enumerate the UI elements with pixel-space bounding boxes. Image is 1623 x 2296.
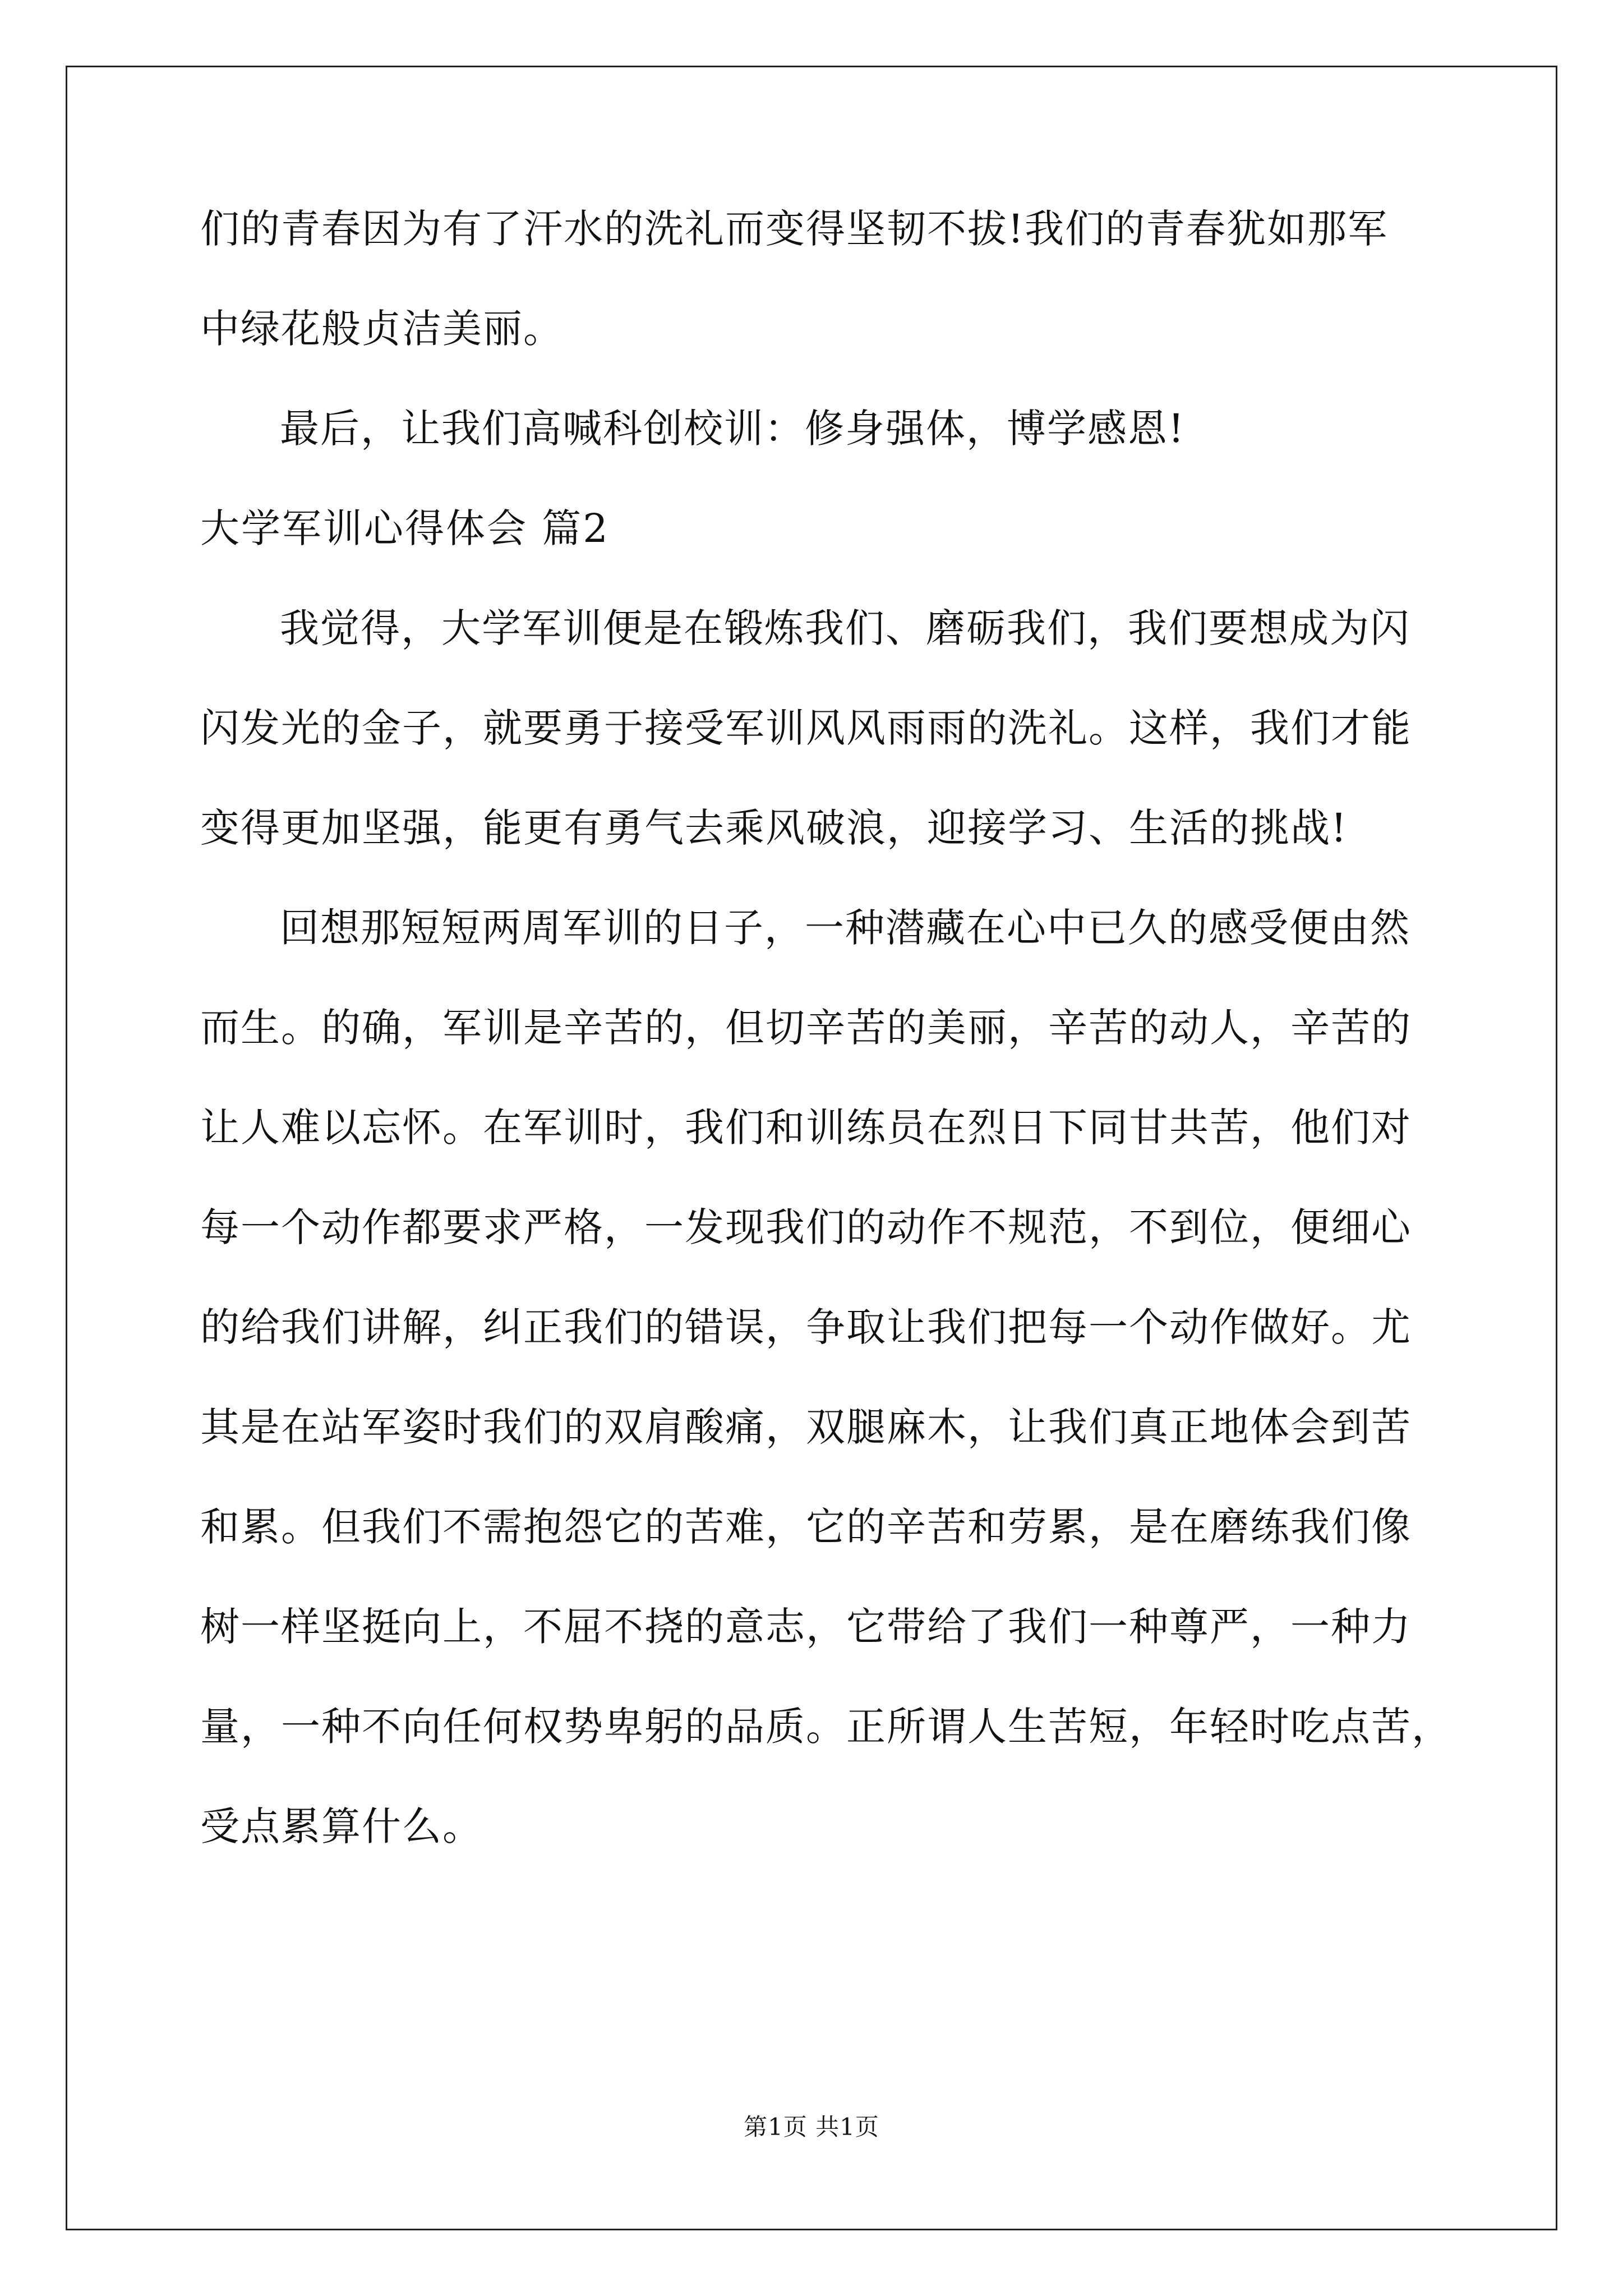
paragraph-line: 变得更加坚强，能更有勇气去乘风破浪，迎接学习、生活的挑战! xyxy=(200,805,1348,851)
paragraph-line: 回想那短短两周军训的日子，一种潜藏在心中已久的感受便由然 xyxy=(280,905,1410,951)
paragraph-line: 们的青春因为有了汗水的洗礼而变得坚韧不拔!我们的青春犹如那军 xyxy=(200,206,1389,252)
paragraph-line: 每一个动作都要求严格，一发现我们的动作不规范，不到位，便细心 xyxy=(200,1204,1412,1250)
section-heading: 大学军训心得体会 篇2 xyxy=(200,505,610,551)
paragraph-line: 其是在站军姿时我们的双肩酸痛，双腿麻木，让我们真正地体会到苦 xyxy=(200,1404,1412,1450)
paragraph-line: 受点累算什么。 xyxy=(200,1803,483,1849)
paragraph-line: 闪发光的金子，就要勇于接受军训风风雨雨的洗礼。这样，我们才能 xyxy=(200,705,1412,751)
paragraph-line: 我觉得，大学军训便是在锻炼我们、磨砺我们，我们要想成为闪 xyxy=(280,605,1410,651)
paragraph-line: 量，一种不向任何权势卑躬的品质。正所谓人生苦短，年轻时吃点苦， xyxy=(200,1704,1452,1750)
page-number-footer: 第1页 共1页 xyxy=(744,2113,879,2141)
paragraph-line: 最后，让我们高喊科创校训：修身强体，博学感恩! xyxy=(280,406,1186,452)
paragraph-line: 而生。的确，军训是辛苦的，但切辛苦的美丽，辛苦的动人，辛苦的 xyxy=(200,1005,1412,1051)
paragraph-line: 让人难以忘怀。在军训时，我们和训练员在烈日下同甘共苦，他们对 xyxy=(200,1105,1412,1151)
paragraph-line: 的给我们讲解，纠正我们的错误，争取让我们把每一个动作做好。尤 xyxy=(200,1304,1412,1350)
paragraph-line: 树一样坚挺向上，不屈不挠的意志，它带给了我们一种尊严，一种力 xyxy=(200,1604,1412,1650)
paragraph-line: 中绿花般贞洁美丽。 xyxy=(200,306,564,352)
paragraph-line: 和累。但我们不需抱怨它的苦难，它的辛苦和劳累，是在磨练我们像 xyxy=(200,1504,1412,1550)
